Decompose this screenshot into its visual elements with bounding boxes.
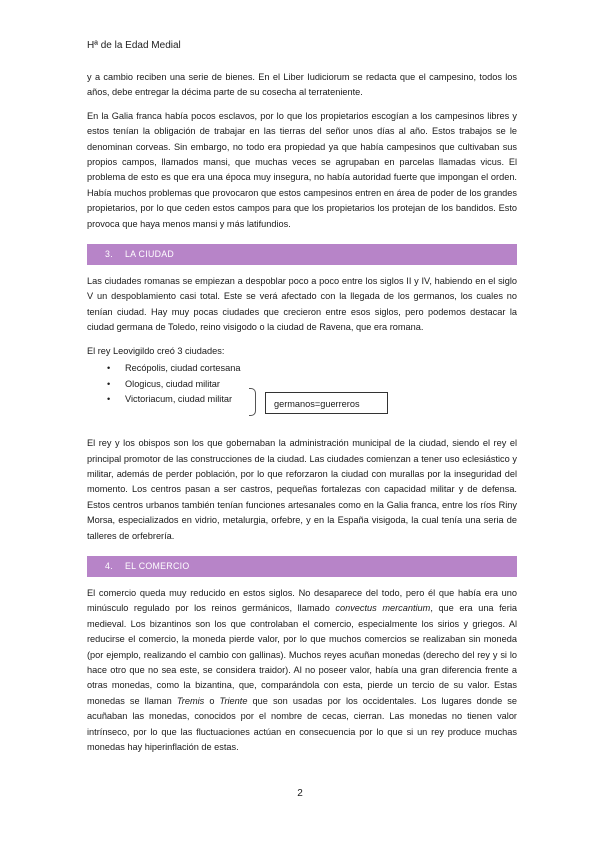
list-item (107, 377, 240, 393)
bullet-icon: • (107, 363, 111, 374)
paragraph-intro: y a cambio reciben una serie de bienes. En el Liber Iudiciorum se redacta que el campesino, todos los años, debe entregar la décima parte de su cosecha al terrateniente. (87, 72, 517, 98)
list-item (107, 392, 240, 408)
page-number: 2 (297, 788, 303, 799)
page-content (87, 70, 517, 755)
italic-term: convectus mercantium (335, 603, 431, 614)
paragraph-ciudades: Las ciudades romanas se empiezan a despoblar poco a poco entre los siglos II y IV, habiendo en el siglo V un despoblamiento casi total. Este se verá afectado con la llegada de los germanos, los cuales no tenían ciudad. Hay muy pocas ciudades que crecieron entre esos siglos, pero podemos destacar la ciudad germana de Toledo, reino visigodo o la ciudad de Ravena, que era romana. (87, 276, 517, 333)
list-item-text: Ologicus, ciudad militar (125, 378, 220, 389)
section-number: 4. (105, 560, 113, 571)
section-title: LA CIUDAD (124, 249, 175, 260)
section-heading-comercio (87, 556, 517, 577)
bullet-icon: • (107, 378, 111, 389)
paragraph-administracion: El rey y los obispos son los que gobernaban la administración municipal de la ciudad, siendo el rey el principal promotor de las construcciones de la ciudad. Las ciudades comienzan a tener uso eclesiástico y militar, además de perder población, por lo que reforzaron la ciudad con murallas por la inseguridad del momento. Los centros pasan a ser castros, pequeñas fortalezas con capacidad militar y de defensa. Estos centros urbanos también tenían funciones artesanales como en la Galia franca, entre los ríos Riny Morsa, especializados en vidrio, metalurgia, orfebre, y en la España visigoda, la cual tenía una seria de talleres de orfebrería. (87, 438, 517, 541)
section-title: EL COMERCIO (124, 560, 190, 571)
list-item-text: Victoriacum, ciudad militar (125, 394, 233, 405)
section-number: 3. (105, 249, 113, 260)
list-item-text: Recópolis, ciudad cortesana (125, 363, 241, 374)
paragraph-galia: En la Galia franca había pocos esclavos, por lo que los propietarios escogían a los campesinos libres y estos tenían la obligación de trabajar en las tierras del señor unos días al año. Estos trabajos se le denominan corveas. Sin embargo, no todo era propiedad ya que había campesinos que cultivaban sus propios campos, llamados mansi, que muchas veces se agrupaban en parcelas llamadas vicus. El problema de esto es que era una época muy insegura, no había autoridad fuerte que impongan el orden. Había muchos problemas que provocaron que estos campesinos entren en área de poder de los grandes propietarios, por lo que ceden estos campos para que los propietarios los protejan de los bandidos. Esto provoca que haya menos mansi y más latifundios. (87, 110, 517, 229)
page-header: Hª de la Edad Medial (87, 40, 181, 51)
city-list (107, 361, 240, 408)
italic-term: Triente (219, 695, 248, 706)
list-item (107, 361, 240, 377)
paragraph-leovigildo: El rey Leovigildo creó 3 ciudades: (87, 345, 225, 356)
note-box: germanos=guerreros (265, 392, 388, 414)
text-run: El comercio queda muy reducido en estos siglos. No desaparece del todo, pero él que había era uno minúsculo regulado por los reinos germánicos, llamado (87, 587, 517, 614)
text-run: que son usadas por los occidentales. Los lugares donde se acuñaban las monedas, conocidos por el nombre de cecas, cierran. Las monedas no tienen valor intrínseco, por lo que las fluctuaciones actúan en consecuencia por lo que si un rey produce muchas monedas hay hiperinflación de estas. (87, 695, 517, 752)
italic-term: Tremis (176, 695, 205, 706)
bullet-icon: • (107, 394, 111, 405)
section-heading-ciudad (87, 244, 517, 265)
brace-connector (249, 388, 256, 416)
text-run: o (204, 695, 220, 706)
text-run: , que era una feria medieval. Los bizantinos son los que controlaban el comercio, especialmente los sirios y griegos. Al reducirse el comercio, la moneda pierde valor, por lo que muchos comercios se realizaban sin moneda (por ejemplo, realizando el cambio con gallinas). Muchos reyes acuñan monedas (derecho del rey y si lo hace otro que no sea este, se considera traidor). Al no poseer valor, había una gran diferencia frente a otras monedas, como la bizantina, que, comparándola con esta, pierde un tercio de su valor. Estas monedas se llaman (87, 603, 517, 706)
city-list-block (87, 359, 517, 436)
paragraph-comercio (87, 586, 517, 755)
